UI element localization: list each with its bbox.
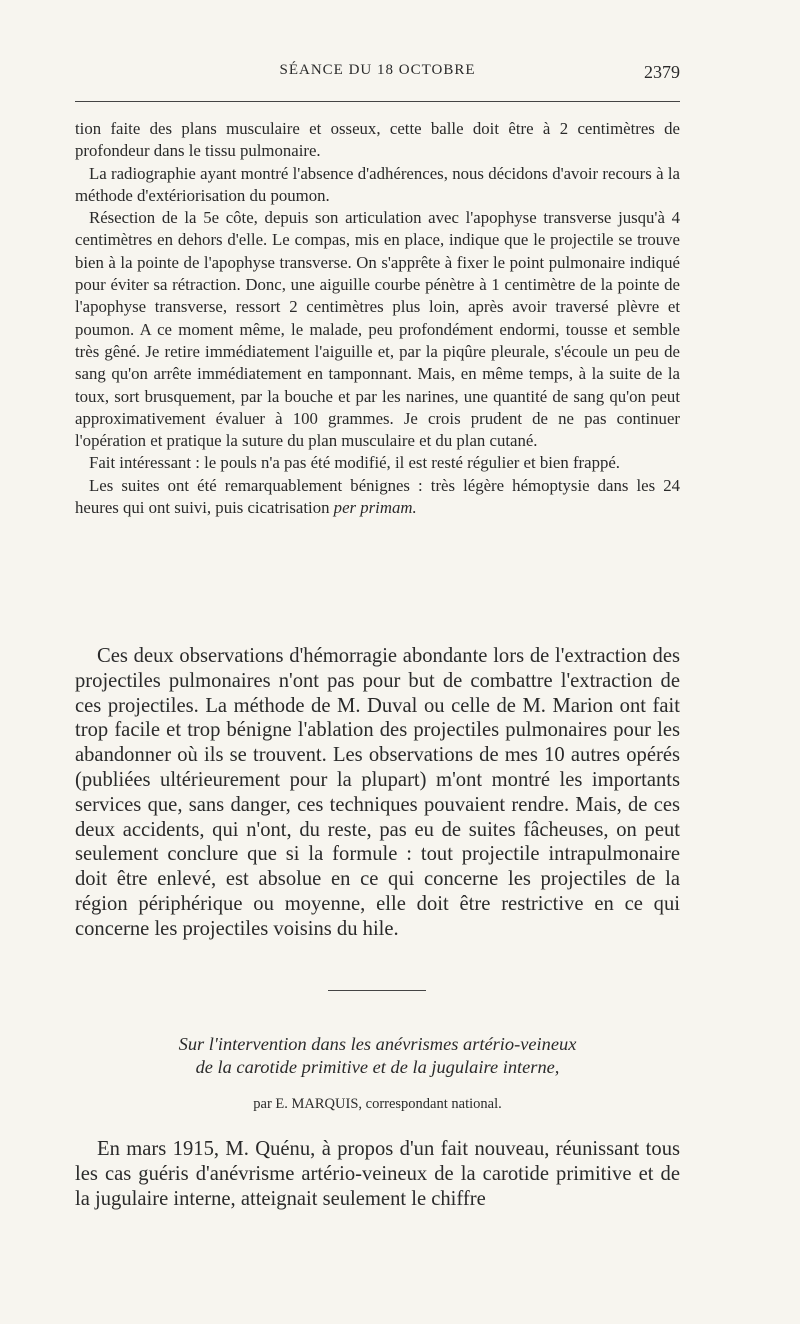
section-separator: [328, 990, 426, 991]
article-author: par E. MARQUIS, correspondant national.: [253, 1096, 502, 1112]
paragraph-resection: Résection de la 5e côte, depuis son articulation avec l'apophyse transverse jusqu'à 4 centimètres en dehors d'elle. Le compas, mis en place, indique que le projectile se trouve bien à la pointe de l'apophyse transverse. On s'apprête à fixer le point pulmonaire indiqué pour éviter sa rétraction. Donc, une aiguille courbe pénètre à 1 centimètre de la pointe de l'apophyse transverse, ressort 2 centimètres plus loin, après avoir traversé plèvre et poumon. A ce moment même, le malade, peu profondément endormi, tousse et semble très gêné. Je retire immédiatement l'aiguille et, par la piqûre pleurale, s'écoule un peu de sang qu'on arrête immédiatement en tamponnant. Mais, en même temps, à la suite de la toux, sort brusquement, par la bouche et par les narines, une quantité de sang qu'on peut approximativement évaluer à 100 grammes. Je crois prudent de ne pas continuer l'opération et pratique la suture du plan musculaire et du plan cutané.: [75, 208, 680, 451]
page-number: 2379: [644, 62, 680, 82]
case-report-text: [75, 118, 680, 519]
page-header: [75, 62, 680, 92]
paragraph-continuation: tion faite des plans musculaire et osseux, cette balle doit être à 2 centimètres de profondeur dans le tissu pulmonaire.: [75, 119, 680, 161]
article-body: [75, 1137, 680, 1211]
paragraph-article-first: En mars 1915, M. Quénu, à propos d'un fait nouveau, réunissant tous les cas guéris d'anévrisme artério-veineux de la carotide primitive et de la jugulaire interne, atteignait seulement le chiffre: [75, 1138, 680, 1210]
paragraph-conclusion: Ces deux observations d'hémorragie abondante lors de l'extraction des projectiles pulmonaires n'ont pas pour but de combattre l'extraction de ces projectiles. La méthode de M. Duval ou celle de M. Marion ont fait trop facile et trop bénigne l'ablation des projectiles pulmonaires pour les abandonner où ils se trouvent. Les observations de mes 10 autres opérés (publiées ultérieurement pour la plupart) m'ont montré les importants services que, sans danger, ces techniques pouvaient rendre. Mais, de ces deux accidents, qui n'ont, du reste, pas eu de suites fâcheuses, on peut seulement conclure que si la formule : tout projectile intrapulmonaire doit être enlevé, est absolue en ce qui concerne les projectiles de la région périphérique ou moyenne, elle doit être restrictive en ce qui concerne les projectiles voisins du hile.: [75, 645, 680, 940]
running-title: SÉANCE DU 18 OCTOBRE: [279, 62, 476, 78]
paragraph-radiography: La radiographie ayant montré l'absence d'adhérences, nous décidons d'avoir recours à la méthode d'extériorisation du poumon.: [75, 163, 680, 205]
header-rule: [75, 101, 680, 102]
article-title: [75, 1033, 680, 1079]
follow-up-text: Les suites ont été remarquablement bénignes : très légère hémoptysie dans les 24 heures qui ont suivi, puis cicatrisation: [75, 475, 680, 518]
article-title-line-2: de la carotide primitive et de la jugulaire interne,: [195, 1057, 560, 1077]
paragraph-pulse: Fait intéressant : le pouls n'a pas été modifié, il est resté régulier et bien frappé.: [89, 453, 620, 473]
per-primam-italic: per primam.: [333, 498, 417, 518]
conclusion-text: [75, 644, 680, 942]
article-title-line-1: Sur l'intervention dans les anévrismes artério-veineux: [178, 1034, 577, 1054]
paragraph-follow-up: [75, 475, 680, 520]
